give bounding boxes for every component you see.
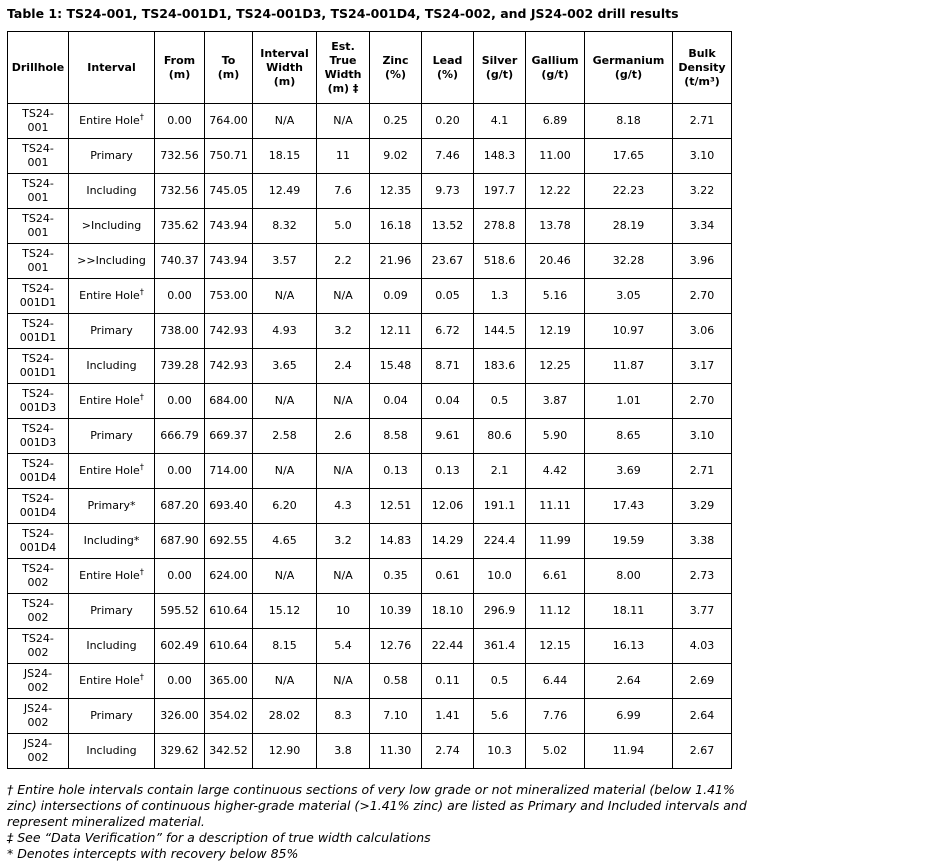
cell-bulk_density: 2.64: [673, 699, 732, 734]
cell-interval: [69, 384, 155, 419]
cell-est_true_width: N/A: [317, 104, 370, 139]
table-row: [8, 699, 732, 734]
cell-zinc: 9.02: [370, 139, 422, 174]
footnote-true-width: ‡ See “Data Verification” for a description of true width calculations: [7, 830, 431, 845]
table-header: [8, 32, 732, 104]
cell-gallium: 11.11: [526, 489, 585, 524]
interval-label: Including*: [83, 534, 140, 547]
cell-est_true_width: 5.0: [317, 209, 370, 244]
table-row: [8, 384, 732, 419]
cell-zinc: 15.48: [370, 349, 422, 384]
interval-label: Entire Hole: [79, 464, 140, 477]
cell-from: 329.62: [155, 734, 205, 769]
cell-drillhole: TS24- 002: [8, 594, 69, 629]
cell-zinc: 0.09: [370, 279, 422, 314]
interval-label: Primary: [90, 324, 133, 337]
cell-from: 0.00: [155, 454, 205, 489]
interval-label: Primary: [90, 709, 133, 722]
cell-germanium: 8.65: [585, 419, 673, 454]
interval-label: Primary*: [87, 499, 136, 512]
cell-to: 745.05: [205, 174, 253, 209]
cell-est_true_width: 2.4: [317, 349, 370, 384]
cell-to: 684.00: [205, 384, 253, 419]
cell-from: 732.56: [155, 139, 205, 174]
cell-germanium: 18.11: [585, 594, 673, 629]
cell-drillhole: TS24- 001D1: [8, 349, 69, 384]
cell-interval: [69, 594, 155, 629]
cell-gallium: 5.02: [526, 734, 585, 769]
cell-germanium: 3.69: [585, 454, 673, 489]
table-title: Table 1: TS24-001, TS24-001D1, TS24-001D3, TS24-001D4, TS24-002, and JS24-002 drill results: [7, 6, 679, 21]
cell-drillhole: TS24- 001D4: [8, 489, 69, 524]
cell-zinc: 10.39: [370, 594, 422, 629]
cell-from: 740.37: [155, 244, 205, 279]
table-row: [8, 174, 732, 209]
cell-drillhole: TS24- 001: [8, 174, 69, 209]
cell-est_true_width: 10: [317, 594, 370, 629]
cell-bulk_density: 3.96: [673, 244, 732, 279]
cell-from: 687.20: [155, 489, 205, 524]
cell-bulk_density: 2.71: [673, 454, 732, 489]
cell-drillhole: TS24- 001: [8, 209, 69, 244]
cell-lead: 8.71: [422, 349, 474, 384]
table-row: [8, 629, 732, 664]
cell-est_true_width: 4.3: [317, 489, 370, 524]
cell-drillhole: JS24- 002: [8, 734, 69, 769]
column-header-to: To (m): [205, 32, 253, 104]
cell-interval: [69, 314, 155, 349]
cell-germanium: 8.00: [585, 559, 673, 594]
cell-lead: 6.72: [422, 314, 474, 349]
interval-label: >Including: [81, 219, 142, 232]
cell-silver: 296.9: [474, 594, 526, 629]
cell-zinc: 7.10: [370, 699, 422, 734]
cell-interval_width: N/A: [253, 104, 317, 139]
cell-from: 0.00: [155, 664, 205, 699]
cell-interval_width: 6.20: [253, 489, 317, 524]
interval-label: Including: [86, 744, 137, 757]
cell-silver: 144.5: [474, 314, 526, 349]
column-header-est_true_width: Est. True Width (m) ‡: [317, 32, 370, 104]
cell-drillhole: TS24- 001: [8, 104, 69, 139]
dagger-marker: †: [139, 567, 144, 577]
cell-bulk_density: 4.03: [673, 629, 732, 664]
cell-interval_width: 28.02: [253, 699, 317, 734]
cell-to: 742.93: [205, 314, 253, 349]
cell-interval_width: 8.32: [253, 209, 317, 244]
cell-interval_width: 2.58: [253, 419, 317, 454]
cell-interval: [69, 139, 155, 174]
cell-bulk_density: 3.38: [673, 524, 732, 559]
cell-interval_width: 12.90: [253, 734, 317, 769]
cell-to: 354.02: [205, 699, 253, 734]
cell-bulk_density: 2.71: [673, 104, 732, 139]
cell-drillhole: TS24- 001D4: [8, 454, 69, 489]
cell-lead: 18.10: [422, 594, 474, 629]
table-row: [8, 419, 732, 454]
cell-bulk_density: 2.70: [673, 279, 732, 314]
column-header-drillhole: Drillhole: [8, 32, 69, 104]
table-row: [8, 139, 732, 174]
cell-interval_width: N/A: [253, 384, 317, 419]
cell-est_true_width: 8.3: [317, 699, 370, 734]
cell-est_true_width: 3.2: [317, 314, 370, 349]
drill-results-table: [7, 31, 732, 769]
cell-interval: [69, 629, 155, 664]
cell-from: 738.00: [155, 314, 205, 349]
cell-bulk_density: 3.29: [673, 489, 732, 524]
cell-bulk_density: 3.06: [673, 314, 732, 349]
table-row: [8, 314, 732, 349]
cell-interval: [69, 559, 155, 594]
cell-from: 0.00: [155, 104, 205, 139]
cell-drillhole: TS24- 002: [8, 559, 69, 594]
interval-label: Including: [86, 639, 137, 652]
cell-interval_width: 12.49: [253, 174, 317, 209]
cell-interval_width: 3.65: [253, 349, 317, 384]
cell-est_true_width: 3.2: [317, 524, 370, 559]
column-header-interval: Interval: [69, 32, 155, 104]
cell-to: 610.64: [205, 594, 253, 629]
table-row: [8, 664, 732, 699]
interval-label: Entire Hole: [79, 394, 140, 407]
cell-interval: [69, 244, 155, 279]
cell-zinc: 0.58: [370, 664, 422, 699]
cell-to: 764.00: [205, 104, 253, 139]
cell-drillhole: TS24- 001: [8, 244, 69, 279]
column-header-silver: Silver (g/t): [474, 32, 526, 104]
cell-lead: 0.04: [422, 384, 474, 419]
cell-gallium: 11.99: [526, 524, 585, 559]
cell-interval: [69, 489, 155, 524]
cell-drillhole: TS24- 002: [8, 629, 69, 664]
cell-lead: 0.11: [422, 664, 474, 699]
cell-silver: 183.6: [474, 349, 526, 384]
cell-zinc: 16.18: [370, 209, 422, 244]
cell-zinc: 12.76: [370, 629, 422, 664]
cell-drillhole: TS24- 001D4: [8, 524, 69, 559]
cell-silver: 518.6: [474, 244, 526, 279]
cell-gallium: 3.87: [526, 384, 585, 419]
cell-interval_width: N/A: [253, 664, 317, 699]
cell-interval: [69, 664, 155, 699]
cell-silver: 361.4: [474, 629, 526, 664]
interval-label: Including: [86, 359, 137, 372]
cell-interval: [69, 209, 155, 244]
cell-lead: 0.20: [422, 104, 474, 139]
cell-from: 602.49: [155, 629, 205, 664]
cell-interval_width: 15.12: [253, 594, 317, 629]
cell-to: 365.00: [205, 664, 253, 699]
table-row: [8, 244, 732, 279]
cell-gallium: 5.16: [526, 279, 585, 314]
cell-drillhole: JS24- 002: [8, 664, 69, 699]
cell-germanium: 1.01: [585, 384, 673, 419]
table-body: [8, 104, 732, 769]
cell-lead: 0.61: [422, 559, 474, 594]
cell-gallium: 11.00: [526, 139, 585, 174]
cell-est_true_width: 2.6: [317, 419, 370, 454]
cell-drillhole: TS24- 001D1: [8, 279, 69, 314]
cell-bulk_density: 3.17: [673, 349, 732, 384]
cell-est_true_width: 11: [317, 139, 370, 174]
cell-bulk_density: 2.70: [673, 384, 732, 419]
cell-zinc: 12.35: [370, 174, 422, 209]
cell-interval: [69, 734, 155, 769]
cell-est_true_width: 7.6: [317, 174, 370, 209]
cell-gallium: 11.12: [526, 594, 585, 629]
cell-to: 693.40: [205, 489, 253, 524]
cell-germanium: 22.23: [585, 174, 673, 209]
cell-est_true_width: N/A: [317, 559, 370, 594]
cell-zinc: 11.30: [370, 734, 422, 769]
cell-silver: 2.1: [474, 454, 526, 489]
cell-to: 342.52: [205, 734, 253, 769]
cell-germanium: 17.43: [585, 489, 673, 524]
cell-germanium: 3.05: [585, 279, 673, 314]
cell-bulk_density: 2.73: [673, 559, 732, 594]
interval-label: Entire Hole: [79, 569, 140, 582]
cell-from: 739.28: [155, 349, 205, 384]
cell-gallium: 12.22: [526, 174, 585, 209]
table-row: [8, 454, 732, 489]
column-header-interval_width: Interval Width (m): [253, 32, 317, 104]
cell-interval: [69, 174, 155, 209]
cell-lead: 0.05: [422, 279, 474, 314]
cell-gallium: 20.46: [526, 244, 585, 279]
cell-to: 692.55: [205, 524, 253, 559]
cell-from: 666.79: [155, 419, 205, 454]
cell-germanium: 2.64: [585, 664, 673, 699]
footnote-recovery: * Denotes intercepts with recovery below 85%: [7, 846, 299, 861]
dagger-marker: †: [139, 112, 144, 122]
cell-drillhole: TS24- 001D3: [8, 384, 69, 419]
interval-label: Entire Hole: [79, 289, 140, 302]
cell-from: 595.52: [155, 594, 205, 629]
cell-interval: [69, 454, 155, 489]
table-row: [8, 489, 732, 524]
cell-bulk_density: 3.22: [673, 174, 732, 209]
cell-from: 687.90: [155, 524, 205, 559]
cell-bulk_density: 3.77: [673, 594, 732, 629]
cell-bulk_density: 3.10: [673, 419, 732, 454]
cell-germanium: 11.94: [585, 734, 673, 769]
cell-zinc: 12.51: [370, 489, 422, 524]
cell-interval_width: N/A: [253, 559, 317, 594]
footnotes: [7, 782, 755, 862]
cell-drillhole: TS24- 001D1: [8, 314, 69, 349]
cell-interval_width: 18.15: [253, 139, 317, 174]
column-header-lead: Lead (%): [422, 32, 474, 104]
cell-germanium: 6.99: [585, 699, 673, 734]
table-row: [8, 209, 732, 244]
header-row: [8, 32, 732, 104]
cell-germanium: 8.18: [585, 104, 673, 139]
interval-label: Primary: [90, 604, 133, 617]
cell-to: 714.00: [205, 454, 253, 489]
column-header-bulk_density: Bulk Density (t/m³): [673, 32, 732, 104]
cell-zinc: 0.13: [370, 454, 422, 489]
interval-label: Primary: [90, 429, 133, 442]
cell-to: 742.93: [205, 349, 253, 384]
cell-est_true_width: 5.4: [317, 629, 370, 664]
table-row: [8, 349, 732, 384]
cell-lead: 2.74: [422, 734, 474, 769]
cell-germanium: 11.87: [585, 349, 673, 384]
interval-label: Primary: [90, 149, 133, 162]
dagger-marker: †: [139, 287, 144, 297]
interval-label: Including: [86, 184, 137, 197]
column-header-zinc: Zinc (%): [370, 32, 422, 104]
cell-to: 610.64: [205, 629, 253, 664]
cell-bulk_density: 2.67: [673, 734, 732, 769]
cell-lead: 12.06: [422, 489, 474, 524]
cell-silver: 5.6: [474, 699, 526, 734]
cell-est_true_width: N/A: [317, 454, 370, 489]
cell-gallium: 4.42: [526, 454, 585, 489]
cell-est_true_width: N/A: [317, 384, 370, 419]
cell-est_true_width: 3.8: [317, 734, 370, 769]
cell-germanium: 28.19: [585, 209, 673, 244]
cell-gallium: 12.19: [526, 314, 585, 349]
cell-to: 624.00: [205, 559, 253, 594]
cell-lead: 22.44: [422, 629, 474, 664]
cell-from: 0.00: [155, 559, 205, 594]
table-row: [8, 524, 732, 559]
cell-to: 753.00: [205, 279, 253, 314]
interval-label: Entire Hole: [79, 114, 140, 127]
cell-lead: 9.73: [422, 174, 474, 209]
cell-silver: 0.5: [474, 384, 526, 419]
cell-lead: 13.52: [422, 209, 474, 244]
cell-interval_width: 3.57: [253, 244, 317, 279]
dagger-marker: †: [139, 392, 144, 402]
cell-gallium: 12.15: [526, 629, 585, 664]
cell-silver: 10.0: [474, 559, 526, 594]
cell-lead: 23.67: [422, 244, 474, 279]
cell-zinc: 0.35: [370, 559, 422, 594]
cell-zinc: 0.25: [370, 104, 422, 139]
cell-germanium: 10.97: [585, 314, 673, 349]
cell-interval_width: 4.65: [253, 524, 317, 559]
cell-to: 669.37: [205, 419, 253, 454]
cell-lead: 1.41: [422, 699, 474, 734]
table-row: [8, 104, 732, 139]
cell-from: 0.00: [155, 384, 205, 419]
cell-from: 0.00: [155, 279, 205, 314]
cell-interval: [69, 699, 155, 734]
cell-silver: 197.7: [474, 174, 526, 209]
cell-bulk_density: 3.34: [673, 209, 732, 244]
cell-interval: [69, 349, 155, 384]
cell-lead: 14.29: [422, 524, 474, 559]
cell-interval_width: 8.15: [253, 629, 317, 664]
cell-from: 732.56: [155, 174, 205, 209]
interval-label: Entire Hole: [79, 674, 140, 687]
cell-germanium: 19.59: [585, 524, 673, 559]
cell-to: 743.94: [205, 244, 253, 279]
cell-silver: 80.6: [474, 419, 526, 454]
cell-germanium: 32.28: [585, 244, 673, 279]
cell-gallium: 5.90: [526, 419, 585, 454]
cell-gallium: 6.44: [526, 664, 585, 699]
footnote-entire-hole: † Entire hole intervals contain large continuous sections of very low grade or not mineralized material (below 1.41% zinc) intersections of continuous higher-grade material (>1.41% zinc) are listed as Primary and Included intervals and represent mineralized material.: [7, 782, 747, 829]
column-header-gallium: Gallium (g/t): [526, 32, 585, 104]
cell-interval: [69, 279, 155, 314]
column-header-from: From (m): [155, 32, 205, 104]
cell-silver: 1.3: [474, 279, 526, 314]
cell-zinc: 8.58: [370, 419, 422, 454]
table-row: [8, 279, 732, 314]
cell-silver: 224.4: [474, 524, 526, 559]
dagger-marker: †: [139, 462, 144, 472]
cell-silver: 191.1: [474, 489, 526, 524]
cell-lead: 0.13: [422, 454, 474, 489]
cell-interval: [69, 104, 155, 139]
cell-zinc: 21.96: [370, 244, 422, 279]
table-row: [8, 559, 732, 594]
cell-gallium: 13.78: [526, 209, 585, 244]
cell-silver: 4.1: [474, 104, 526, 139]
cell-interval_width: 4.93: [253, 314, 317, 349]
cell-silver: 278.8: [474, 209, 526, 244]
cell-bulk_density: 3.10: [673, 139, 732, 174]
column-header-germanium: Germanium (g/t): [585, 32, 673, 104]
cell-interval: [69, 524, 155, 559]
cell-drillhole: TS24- 001: [8, 139, 69, 174]
dagger-marker: †: [139, 672, 144, 682]
cell-gallium: 6.89: [526, 104, 585, 139]
cell-gallium: 6.61: [526, 559, 585, 594]
cell-bulk_density: 2.69: [673, 664, 732, 699]
cell-interval_width: N/A: [253, 454, 317, 489]
cell-to: 750.71: [205, 139, 253, 174]
table-row: [8, 734, 732, 769]
table-row: [8, 594, 732, 629]
cell-gallium: 12.25: [526, 349, 585, 384]
cell-interval_width: N/A: [253, 279, 317, 314]
cell-zinc: 12.11: [370, 314, 422, 349]
cell-interval: [69, 419, 155, 454]
cell-silver: 0.5: [474, 664, 526, 699]
cell-from: 735.62: [155, 209, 205, 244]
cell-to: 743.94: [205, 209, 253, 244]
cell-lead: 9.61: [422, 419, 474, 454]
cell-est_true_width: N/A: [317, 664, 370, 699]
cell-germanium: 16.13: [585, 629, 673, 664]
cell-est_true_width: 2.2: [317, 244, 370, 279]
cell-zinc: 0.04: [370, 384, 422, 419]
cell-silver: 148.3: [474, 139, 526, 174]
cell-gallium: 7.76: [526, 699, 585, 734]
cell-est_true_width: N/A: [317, 279, 370, 314]
cell-lead: 7.46: [422, 139, 474, 174]
cell-zinc: 14.83: [370, 524, 422, 559]
cell-germanium: 17.65: [585, 139, 673, 174]
interval-label: >>Including: [77, 254, 146, 267]
cell-silver: 10.3: [474, 734, 526, 769]
cell-from: 326.00: [155, 699, 205, 734]
cell-drillhole: JS24- 002: [8, 699, 69, 734]
cell-drillhole: TS24- 001D3: [8, 419, 69, 454]
